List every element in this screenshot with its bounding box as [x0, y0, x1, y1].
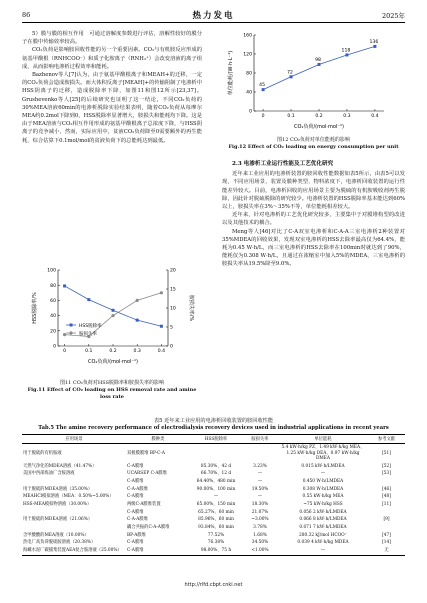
table-5-caption-en: Tab.5 The amine recovery performance of electrodialysis recovery devices used in industrial applications in recent years [38, 425, 389, 431]
cell-reference: [51] [382, 450, 391, 456]
legend-hss-removal: HSS脱除率 [79, 324, 102, 329]
figure-12-caption-cn: 图12 CO₂负荷对单位能耗的影响 [277, 137, 350, 143]
y-axis-right-label: 胺损失率/% [188, 294, 194, 322]
data-point-hss-removal [87, 298, 90, 301]
cell-energy: ~75 kW·h/kg HSS [303, 502, 343, 508]
data-point-amine-loss [136, 299, 139, 302]
data-point-amine-loss [111, 314, 114, 317]
y-right-tick-label: 15 [170, 287, 176, 293]
data-label: 136 [369, 39, 379, 45]
data-point-amine-loss [160, 291, 163, 294]
y-left-tick-label: 80 [50, 283, 56, 289]
x-tick-label: 0.2 [109, 349, 117, 354]
cell-membrane: C-A膜堆 [127, 463, 144, 469]
y-left-tick-label: 40 [50, 314, 56, 320]
cell-amine-loss: 19.50% [251, 486, 269, 492]
cell-membrane: 两级C-A膜堆装置 [127, 502, 161, 508]
x-tick-label: 0.4 [371, 114, 379, 119]
cell-scenario: 海螺水泥厂碳捕集装置AEA复合胺溶液（25.00%） [22, 547, 126, 555]
data-label: 72 [287, 70, 293, 76]
table-5 [22, 434, 405, 556]
table-row [22, 539, 405, 547]
series-line-energy [263, 46, 375, 89]
y-tick-label: 0 [249, 109, 252, 115]
figure-11-caption-cn: 图11 CO₂负荷对HSS脱除率和胺损失率的影响 [59, 380, 164, 386]
col-header-reference: 参考文献 [368, 435, 405, 444]
cell-scenario: 用于脱硫的有机胺液 [23, 450, 62, 456]
section-heading: 2.3 电渗析工业运行性能及工艺优化研究 [232, 161, 334, 167]
figure-12-chart [224, 27, 396, 135]
page-number: 86 [22, 11, 31, 19]
table-row [22, 444, 405, 463]
y-left-tick-label: 20 [50, 329, 56, 335]
cell-reference: [53] [382, 471, 391, 477]
cell-membrane: C-A膜堆 [127, 479, 144, 485]
data-label: 118 [341, 48, 351, 54]
figure-11-caption [22, 380, 202, 400]
header-rule [22, 22, 405, 23]
paragraph: 近年来，针对电渗析的工艺优化研究较多，主要集中于对膜堆构型的改进以及其他技术的耦合。 [222, 212, 405, 227]
cell-membrane: 耦合共振的C-A-A膜堆 [127, 525, 170, 531]
cell-membrane: C-A膜堆 [127, 509, 144, 515]
cell-hss-removal: 64.40%、480 min [196, 479, 236, 485]
series-line-hss-removal [65, 286, 162, 326]
cell-membrane: UCARSEP C-A膜堆 [127, 471, 168, 477]
cell-membrane: C-A-A膜堆 [127, 517, 148, 523]
table-5-caption [22, 418, 405, 432]
cell-amine-loss: ~3.00% [251, 517, 269, 523]
col-header-membrane: 膜种类 [126, 435, 190, 444]
cell-energy: — [278, 547, 368, 555]
cell-hss-removal: 85.96%、60 min [198, 517, 234, 523]
x-tick-label: 0 [261, 114, 265, 119]
y-right-tick-label: 10 [170, 306, 176, 312]
cell-membrane: C-A膜堆 [127, 494, 144, 500]
cell-hss-removal: 76.38% [207, 540, 225, 546]
x-tick-label: 0.4 [157, 349, 166, 354]
cell-hss-removal: 90.00%、100 min [196, 486, 236, 492]
y-left-tick-label: 100 [47, 268, 56, 274]
cell-scenario [22, 509, 126, 517]
data-point-energy [290, 75, 293, 78]
x-axis-label: CO₂负荷/(mol·mol⁻¹) [88, 359, 138, 365]
cell-scenario: 天然气净化的MDEA溶液（41.47%） [23, 463, 97, 469]
cell-scenario: 用于脱硫的MDEA溶液（35.00%） [23, 486, 93, 492]
data-point-amine-loss [63, 333, 66, 336]
y-axis-label: 单位能耗/(W·h·L⁻¹) [228, 50, 234, 96]
cell-energy: 0.308 W·h/LMDEA [302, 486, 344, 492]
y-left-tick-label: 0 [53, 344, 56, 350]
cell-scenario: 含甲酸酸的MEA溶液（10.00%） [23, 532, 89, 538]
cell-scenario [22, 524, 126, 532]
data-point-energy [373, 45, 376, 48]
y-left-tick-label: 60 [50, 299, 56, 304]
cell-amine-loss: 1.68% [253, 532, 267, 538]
cell-energy: — [320, 471, 326, 477]
cell-energy: 0.056 2 kW·h/LMDEA [299, 509, 347, 515]
cell-energy: 0.015 kW·h/LMDEA [301, 463, 345, 469]
cell-reference: [52] [382, 463, 391, 469]
cell-energy: 0.450 W·h/LMDEA [302, 479, 344, 485]
table-row [22, 547, 405, 555]
table-row [22, 486, 405, 494]
paragraph: CO₂负荷是影响胺回收性能的另一个重要因素。CO₂与有机胺反应形成的氨基甲酸根（RNHCOO⁻）和质子化胺离子（RNH₃⁺）会改变溶液的离子组成，从而影响电渗析过程效率和能耗。 [22, 47, 202, 70]
table-row [22, 463, 405, 471]
figure-11-caption-en: Fig.11 Effect of CO₂ loading on HSS removal rate and amine loss rate [27, 386, 197, 400]
cell-energy: 0.071 7 kW·h/LMDEA [299, 525, 347, 531]
cell-amine-loss: <1.00% [242, 547, 278, 555]
cell-hss-removal: 98.00%、75 h [190, 547, 242, 555]
cell-amine-loss: 34.50% [251, 540, 269, 546]
data-point-hss-removal [112, 309, 115, 312]
legend-amine-loss: 胺损失率 [79, 332, 97, 337]
cell-hss-removal: 66.70%、12 d [200, 471, 232, 477]
cell-amine-loss [242, 444, 278, 463]
col-header-scenario: 应用场景 [22, 435, 126, 444]
cell-membrane: C-A-A膜堆 [127, 486, 148, 492]
cell-membrane: C-A膜堆 [126, 547, 190, 555]
cell-scenario: HSS-MEA模拟物溶液（30.00%） [23, 502, 92, 508]
cell-amine-loss: 3.78% [253, 525, 267, 531]
cell-hss-removal: 93.84%、60 min [198, 525, 234, 531]
col-header-hss-removal: HSS脱除率 [190, 435, 242, 444]
cell-membrane: C-A膜堆 [127, 540, 144, 546]
data-point-energy [318, 63, 321, 66]
data-point-hss-removal [63, 284, 66, 287]
x-tick-label: 0.1 [287, 114, 295, 119]
cell-reference: [47] [382, 532, 391, 538]
cell-reference [368, 509, 405, 517]
data-label: 98 [315, 57, 321, 63]
cell-membrane: 双极膜膜堆 BP-C-A [127, 450, 165, 456]
cell-amine-loss: — [257, 471, 263, 477]
cell-hss-removal: 65.00%、150 min [196, 502, 236, 508]
table-row [22, 470, 405, 478]
x-tick-label: 0.2 [315, 114, 323, 119]
figure-12-caption [222, 137, 405, 151]
page-footer-url: http://rlfd.cbpt.cnki.net [184, 582, 243, 588]
cell-reference: [11] [382, 502, 391, 508]
y-tick-label: 80 [246, 71, 252, 77]
table-row [22, 532, 405, 540]
cell-reference: 无 [368, 547, 405, 555]
cell-reference: [9] [383, 517, 390, 523]
paragraph: Bazhenov等人[7]认为，由于氨基甲酸根离子和MEAH+的迁移，一定的CO₂负荷会造成胺损失。而大体积反离子[MEAH]+的传输阻制了电渗析中HSS阴离子的迁移，造成脱除率下降，如图11和图12所示[23,37]。Grushevenko等人[25]的后续研究也证明了这一结论，不同CO₂负荷的30%MEA溶液60min的电渗析脱除实验结果表明，随着CO₂负荷从每摩尔MEA约0.2mol下降到0，HSS脱除率显著增大，胺损失和能耗均下降。这是由于MEA溶液与CO₂相互作用形成的氨基甲酸根离子总浓度下降，与HSS阴离子的竞争减小，然而，实际应用中，贫液CO₂负荷降至0需要额外的再生能耗，综合估算下0.1mol/mol的贫液负荷下的总能耗达到最低。 [22, 72, 202, 144]
cell-reference [368, 478, 405, 486]
cell-scenario [22, 478, 126, 486]
cell-energy: 280.32 kJ/mol HCOO⁻ [299, 532, 347, 538]
data-point-hss-removal [136, 319, 139, 322]
cell-energy: 0.55 kW·h/kg MEA [302, 494, 344, 500]
cell-reference: [14] [382, 540, 391, 546]
cell-hss-removal: 65.27%、60 min [198, 509, 234, 515]
y-tick-label: 160 [243, 33, 252, 39]
cell-reference [368, 524, 405, 532]
cell-scenario: 热电厂高负荷脱硫胺溶液（20.38%） [23, 540, 96, 546]
cell-energy: 5.4 kW·h/kg PZ、1.49 kW·h/kg MEA、1.25 kW·h/kg DEA、0.97 kW·h/kg DMEA [281, 445, 365, 462]
left-column-text [22, 30, 202, 145]
cell-energy: 0.039 4 kW·h/kg MDEA [297, 540, 349, 546]
journal-name: 热力发电 [192, 11, 235, 21]
cell-reference: [46] [382, 486, 391, 492]
data-label: 45 [259, 83, 266, 89]
table-5-caption-cn: 表5 近年来工业应用的电渗析回收装置的胺回收性能 [153, 418, 274, 424]
cell-scenario: MEAHCl模拟溶液（MEA：0.50%~5.00%） [23, 494, 114, 500]
figure-11-chart [28, 262, 198, 376]
x-tick-label: 0.3 [343, 114, 351, 119]
cell-scenario: 美国中西部炼油厂含胺溶液 [23, 471, 75, 477]
data-point-energy [262, 88, 265, 91]
cell-amine-loss: — [257, 479, 263, 485]
table-row [22, 493, 405, 501]
paragraph: Meng等人[46]对比了C-A双室电渗析和C-A-A三室电渗析2种装置对35%MDEA的回收效果，发现双室电渗析的HSS去除率最高仅为64.4%，能耗为0.45 W·h/L，而三室电渗析的HSS去除率在100min时就达到了90%，能耗仅为0.308 W·h/L，且通过在浓缩室中加入5%的MDEA，三室电渗析的胺损失率从19.5%降至9.0%。 [222, 228, 405, 268]
journal-year: 2025年 [381, 12, 405, 20]
table-row [22, 516, 405, 524]
table-row [22, 478, 405, 486]
paragraph: 5）膜与膜的相互作用 可通过溶解度参数进行评估，溶解性较好的膜分子在膜中传输效率较高。 [22, 31, 202, 46]
paragraph: 近年来工业应用的电渗析装置的胺回收性能数据如表5所示，由表5可以发现，不同应用场景、装置及膜种类型、物料浓度下，电渗析回收装置的运行性能差异较大。目前，电渗析回收的应用场景主要为脱硫的有机胺吸收剂再生脱除，因此针对脱硫脱除的研究较少。电渗析装置的HSS脱除率基本能达到60%以上，胺损失率在3%～35%不等，单位能耗相差较大。 [222, 171, 405, 211]
cell-amine-loss: 21.07% [251, 509, 269, 515]
cell-hss-removal: — [213, 494, 219, 500]
y-tick-label: 120 [243, 52, 252, 58]
cell-membrane: BP-A膜堆 [127, 532, 146, 538]
y-axis-left-label: HSS脱除率/% [32, 292, 38, 324]
right-column-text [222, 160, 405, 269]
page-header [22, 9, 405, 23]
cell-hss-removal [190, 444, 242, 463]
col-header-energy: 单位能耗 [278, 435, 368, 444]
data-point-energy [345, 53, 348, 56]
cell-hss-removal: 85.30%、42 d [200, 463, 232, 469]
cell-scenario: 用于脱硫的MDEA溶液（21.06%） [23, 517, 93, 523]
x-tick-label: 0.3 [133, 349, 141, 354]
x-tick-label: 0.1 [85, 349, 93, 354]
y-right-tick-label: 0 [170, 344, 173, 350]
figure-12-caption-en: Fig.12 Effect of CO₂ loading on energy consumption per unit [228, 143, 399, 150]
data-point-hss-removal [160, 325, 163, 328]
col-header-amine-loss: 胺损失率 [242, 435, 278, 444]
x-tick-label: 0 [63, 349, 67, 354]
cell-amine-loss: 18.30% [251, 502, 269, 508]
table-row [22, 501, 405, 509]
table-row [22, 524, 405, 532]
cell-amine-loss: — [257, 494, 263, 500]
table-row [22, 509, 405, 517]
cell-amine-loss: 3.23% [253, 463, 267, 469]
y-right-tick-label: 5 [170, 325, 173, 331]
x-axis-label: CO₂负荷/(mol·mol⁻¹) [294, 124, 344, 130]
y-right-tick-label: 20 [170, 268, 176, 274]
table-header-row [22, 435, 405, 444]
cell-hss-removal: 77.52% [207, 532, 225, 538]
cell-energy: 0.066 8 kW·h/LMDEA [299, 517, 347, 523]
cell-reference: [48] [382, 494, 391, 500]
y-tick-label: 40 [246, 90, 252, 96]
